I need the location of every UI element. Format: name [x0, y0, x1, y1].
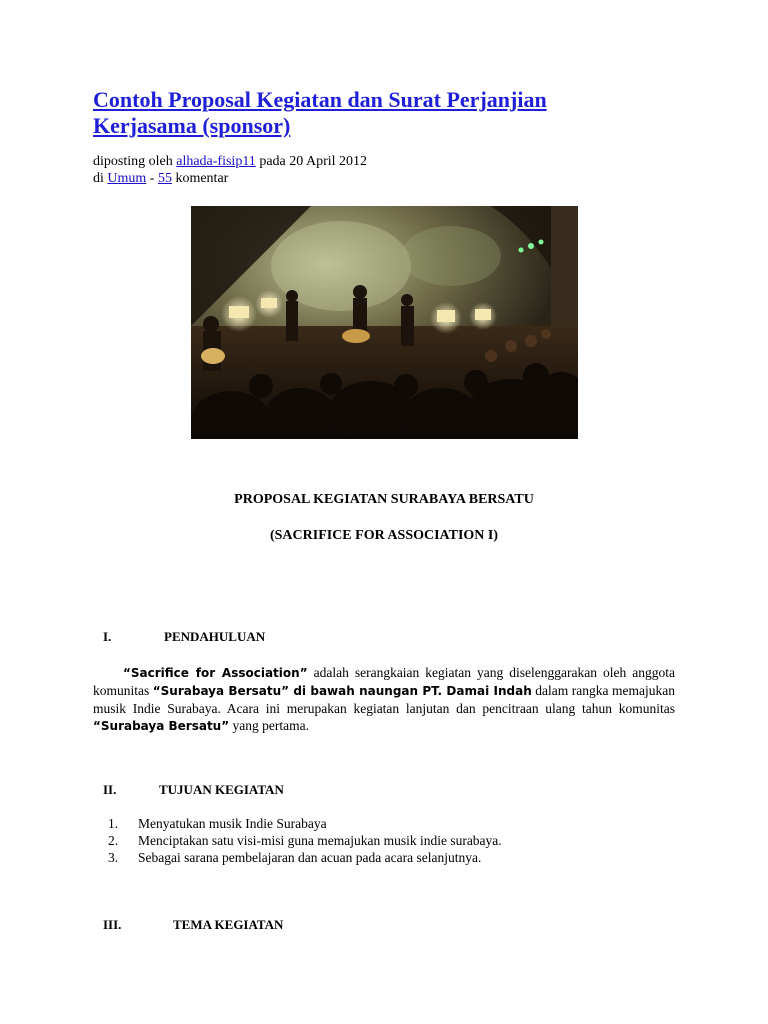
goals-list [108, 815, 668, 866]
concert-photo [191, 206, 578, 439]
section-number: I. [103, 629, 112, 644]
post-meta [93, 153, 593, 187]
intro-text-1: adalah serangkaian kegiatan yang diselenggarakan oleh anggota komunitas [93, 665, 675, 698]
category-link[interactable]: Umum [107, 171, 147, 186]
posted-by-label: diposting oleh [93, 154, 177, 169]
comment-suffix: komentar [171, 171, 229, 186]
intro-text-3: yang pertama. [229, 718, 309, 733]
list-item [108, 849, 668, 866]
section-label: TUJUAN KEGIATAN [159, 782, 284, 797]
comment-count-link[interactable]: 55 [157, 171, 172, 186]
post-title [93, 87, 653, 139]
list-number: 1. [108, 816, 119, 831]
category-prefix: di [93, 171, 108, 186]
section-label: TEMA KEGIATAN [173, 917, 284, 932]
list-text: Sebagai sarana pembelajaran dan acuan pada acara selanjutnya. [138, 850, 482, 865]
list-text: Menyatukan musik Indie Surabaya [138, 816, 327, 831]
event-name: “Sacrifice for Association” [123, 666, 308, 680]
list-item [108, 832, 668, 849]
intro-text-2: dalam rangka memajukan musik Indie Surabaya. Acara ini merupakan kegiatan lanjutan dan pencitraan ulang tahun komunitas [93, 683, 675, 716]
proposal-heading: PROPOSAL KEGIATAN SURABAYA BERSATU [234, 492, 534, 507]
section-label: PENDAHULUAN [164, 629, 266, 644]
list-text: Menciptakan satu visi-misi guna memajukan musik indie surabaya. [138, 833, 502, 848]
list-number: 3. [108, 850, 119, 865]
post-title-link[interactable]: Contoh Proposal Kegiatan dan Surat Perjanjian Kerjasama (sponsor) [93, 87, 547, 138]
proposal-subheading: (SACRIFICE FOR ASSOCIATION I) [269, 528, 499, 543]
community-name-2: “Surabaya Bersatu” [93, 719, 230, 733]
introduction-paragraph [93, 664, 675, 735]
community-name: “Surabaya Bersatu” di bawah naungan PT. Damai Indah [152, 684, 532, 698]
list-number: 2. [108, 833, 119, 848]
concert-photo-image [191, 206, 578, 439]
section-number: II. [103, 782, 117, 797]
list-item [108, 815, 668, 832]
section-number: III. [103, 917, 122, 932]
post-date: pada 20 April 2012 [255, 154, 368, 169]
author-link[interactable]: alhada-fisip11 [176, 154, 256, 169]
meta-separator: - [146, 171, 158, 186]
